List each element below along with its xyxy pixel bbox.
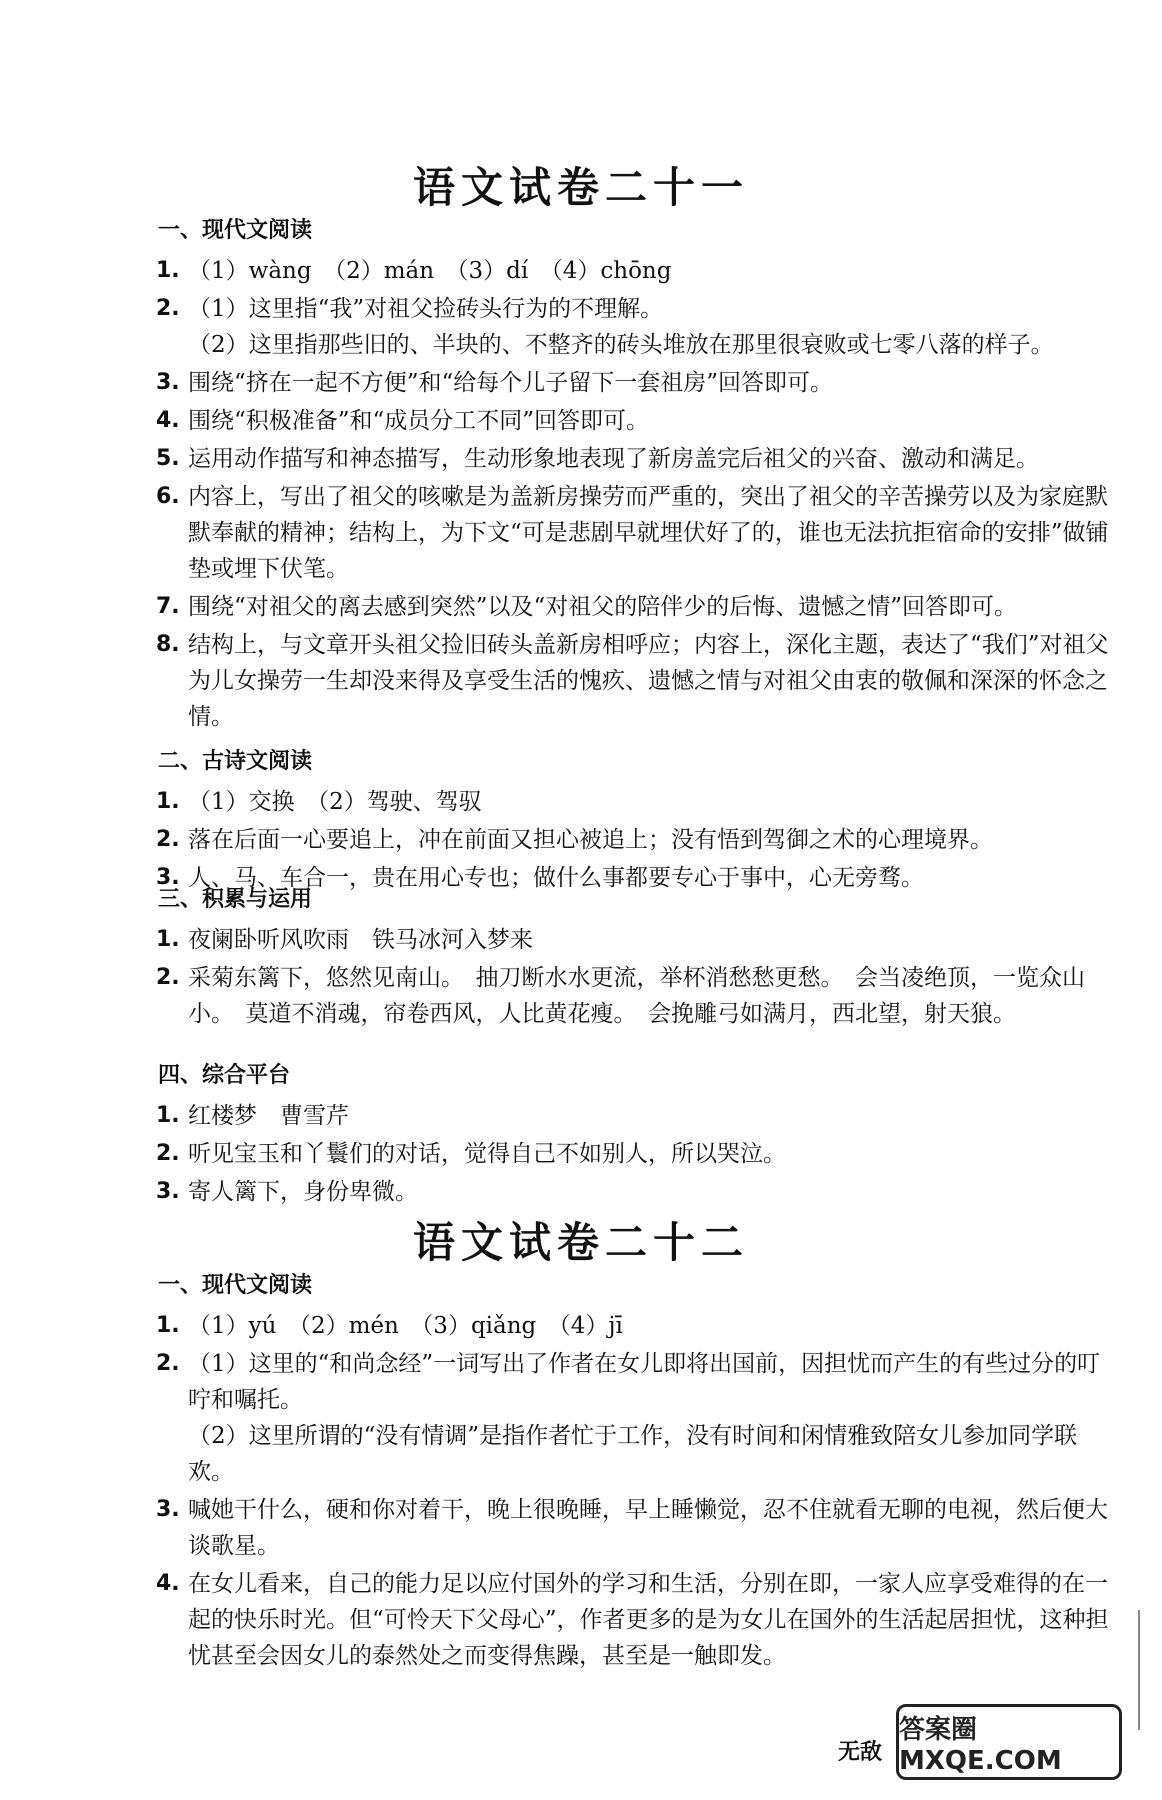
question-item [150,253,1110,289]
section-comprehensive [150,1060,1110,1212]
answer-text: 围绕“挤在一起不方便”和“给每个儿子留下一套祖房”回答即可。 [188,370,834,396]
question-item [150,922,1110,958]
question-item [150,1566,1110,1674]
answer-text: （2）这里所谓的“没有情调”是指作者忙于工作，没有时间和闲情雅致陪女儿参加同学联欢。 [188,1423,1078,1485]
question-number: 3. [156,865,180,890]
question-item [150,1346,1110,1490]
question-number: 3. [156,1497,180,1522]
margin-rule [1138,1610,1140,1730]
question-item [150,589,1110,625]
watermark-logo: 答案圈 MXQE.COM [896,1704,1122,1780]
answer-text: 内容上，写出了祖父的咳嗽是为盖新房操劳而严重的，突出了祖父的辛苦操劳以及为家庭默默奉献的精神；结构上，为下文“可是悲剧早就埋伏好了的，谁也无法抗拒宿命的安排”做铺垫或埋下伏笔。 [188,484,1109,582]
question-number: 4. [156,1571,180,1596]
answer-text: 听见宝玉和丫鬟们的对话，觉得自己不如别人，所以哭泣。 [188,1141,786,1167]
section-heading: 二、古诗文阅读 [158,749,313,774]
section-heading: 一、现代文阅读 [158,1273,313,1298]
question-item [150,960,1110,1032]
answer-text: 寄人篱下，身份卑微。 [188,1179,418,1205]
page-title: 语文试卷二十一 [412,163,749,212]
answer-text: （1）交换 （2）驾驶、驾驭 [188,789,482,815]
answer-text: 运用动作描写和神态描写，生动形象地表现了新房盖完后祖父的兴奋、激动和满足。 [188,446,1039,472]
section-classical-reading [150,746,1110,898]
answer-text: （1）这里的“和尚念经”一词写出了作者在女儿即将出国前，因担忧而产生的有些过分的叮咛和嘱托。 [188,1351,1101,1413]
answer-text: 夜阑卧听风吹雨 铁马冰河入梦来 [188,927,533,953]
question-number: 1. [156,1313,180,1338]
question-item [150,1174,1110,1210]
question-item [150,1136,1110,1172]
page-title: 语文试卷二十二 [412,1218,749,1267]
section-heading: 三、积累与运用 [158,887,313,912]
answer-text: 结构上，与文章开头祖父捡旧砖头盖新房相呼应；内容上，深化主题，表达了“我们”对祖父为儿女操劳一生却没来得及享受生活的愧疚、遗憾之情与对祖父由衷的敬佩和深深的怀念之情。 [188,632,1109,730]
question-number: 3. [156,370,180,395]
section-accumulation [150,884,1110,1034]
question-item [150,1492,1110,1564]
answer-text: （1）这里指“我”对祖父捡砖头行为的不理解。 [188,296,664,322]
question-item [150,627,1110,735]
question-number: 2. [156,827,180,852]
question-number: 1. [156,258,180,283]
question-item [150,291,1110,363]
paper-21-title [0,155,1162,215]
question-number: 1. [156,789,180,814]
question-number: 7. [156,594,180,619]
question-number: 3. [156,1179,180,1204]
question-item [150,403,1110,439]
section-modern-reading [150,215,1110,737]
question-item [150,822,1110,858]
section-heading: 一、现代文阅读 [158,218,313,243]
question-item [150,784,1110,820]
answer-text: （1）wàng （2）mán （3）dí （4）chōng [188,258,672,284]
answer-text: 落在后面一心要追上，冲在前面又担心被追上；没有悟到驾御之术的心理境界。 [188,827,993,853]
answer-text: （2）这里指那些旧的、半块的、不整齐的砖头堆放在那里很衰败或七零八落的样子。 [188,332,1054,358]
question-item [150,441,1110,477]
question-item [150,365,1110,401]
answer-text: 围绕“对祖父的离去感到突然”以及“对祖父的陪伴少的后悔、遗憾之情”回答即可。 [188,594,1018,620]
question-number: 1. [156,1103,180,1128]
answer-text: 采菊东篱下，悠然见南山。 抽刀断水水更流，举杯消愁愁更愁。 会当凌绝顶，一览众山小。 莫道不消魂，帘卷西风，人比黄花瘦。 会挽雕弓如满月，西北望，射天狼。 [188,965,1085,1027]
question-item [150,1308,1110,1344]
question-number: 2. [156,965,180,990]
question-number: 2. [156,296,180,321]
question-number: 5. [156,446,180,471]
answer-text: 在女儿看来，自己的能力足以应付国外的学习和生活，分别在即，一家人应享受难得的在一起的快乐时光。但“可怜天下父母心”，作者更多的是为女儿在国外的生活起居担忧，这种担忧甚至会因女儿的泰然处之而变得焦躁，甚至是一触即发。 [188,1571,1109,1669]
question-number: 6. [156,484,180,509]
question-number: 1. [156,927,180,952]
answer-text: 红楼梦 曹雪芹 [188,1103,349,1129]
question-item [150,479,1110,587]
section-heading: 四、综合平台 [158,1063,291,1088]
answer-text: 喊她干什么，硬和你对着干，晚上很晚睡，早上睡懒觉，忍不住就看无聊的电视，然后便大谈歌星。 [188,1497,1108,1559]
question-item [150,1098,1110,1134]
question-number: 2. [156,1141,180,1166]
paper-22-title [0,1210,1162,1270]
answer-text: 人、马、车合一，贵在用心专也；做什么事都要专心于事中，心无旁骛。 [188,865,924,891]
question-number: 4. [156,408,180,433]
answer-text: （1）yú （2）mén （3）qiǎng （4）jī [188,1313,623,1339]
question-number: 2. [156,1351,180,1376]
question-number: 8. [156,632,180,657]
footer-text: 无敌 [837,1739,882,1765]
answer-text: 围绕“积极准备”和“成员分工不同”回答即可。 [188,408,650,434]
section-modern-reading [150,1270,1110,1676]
